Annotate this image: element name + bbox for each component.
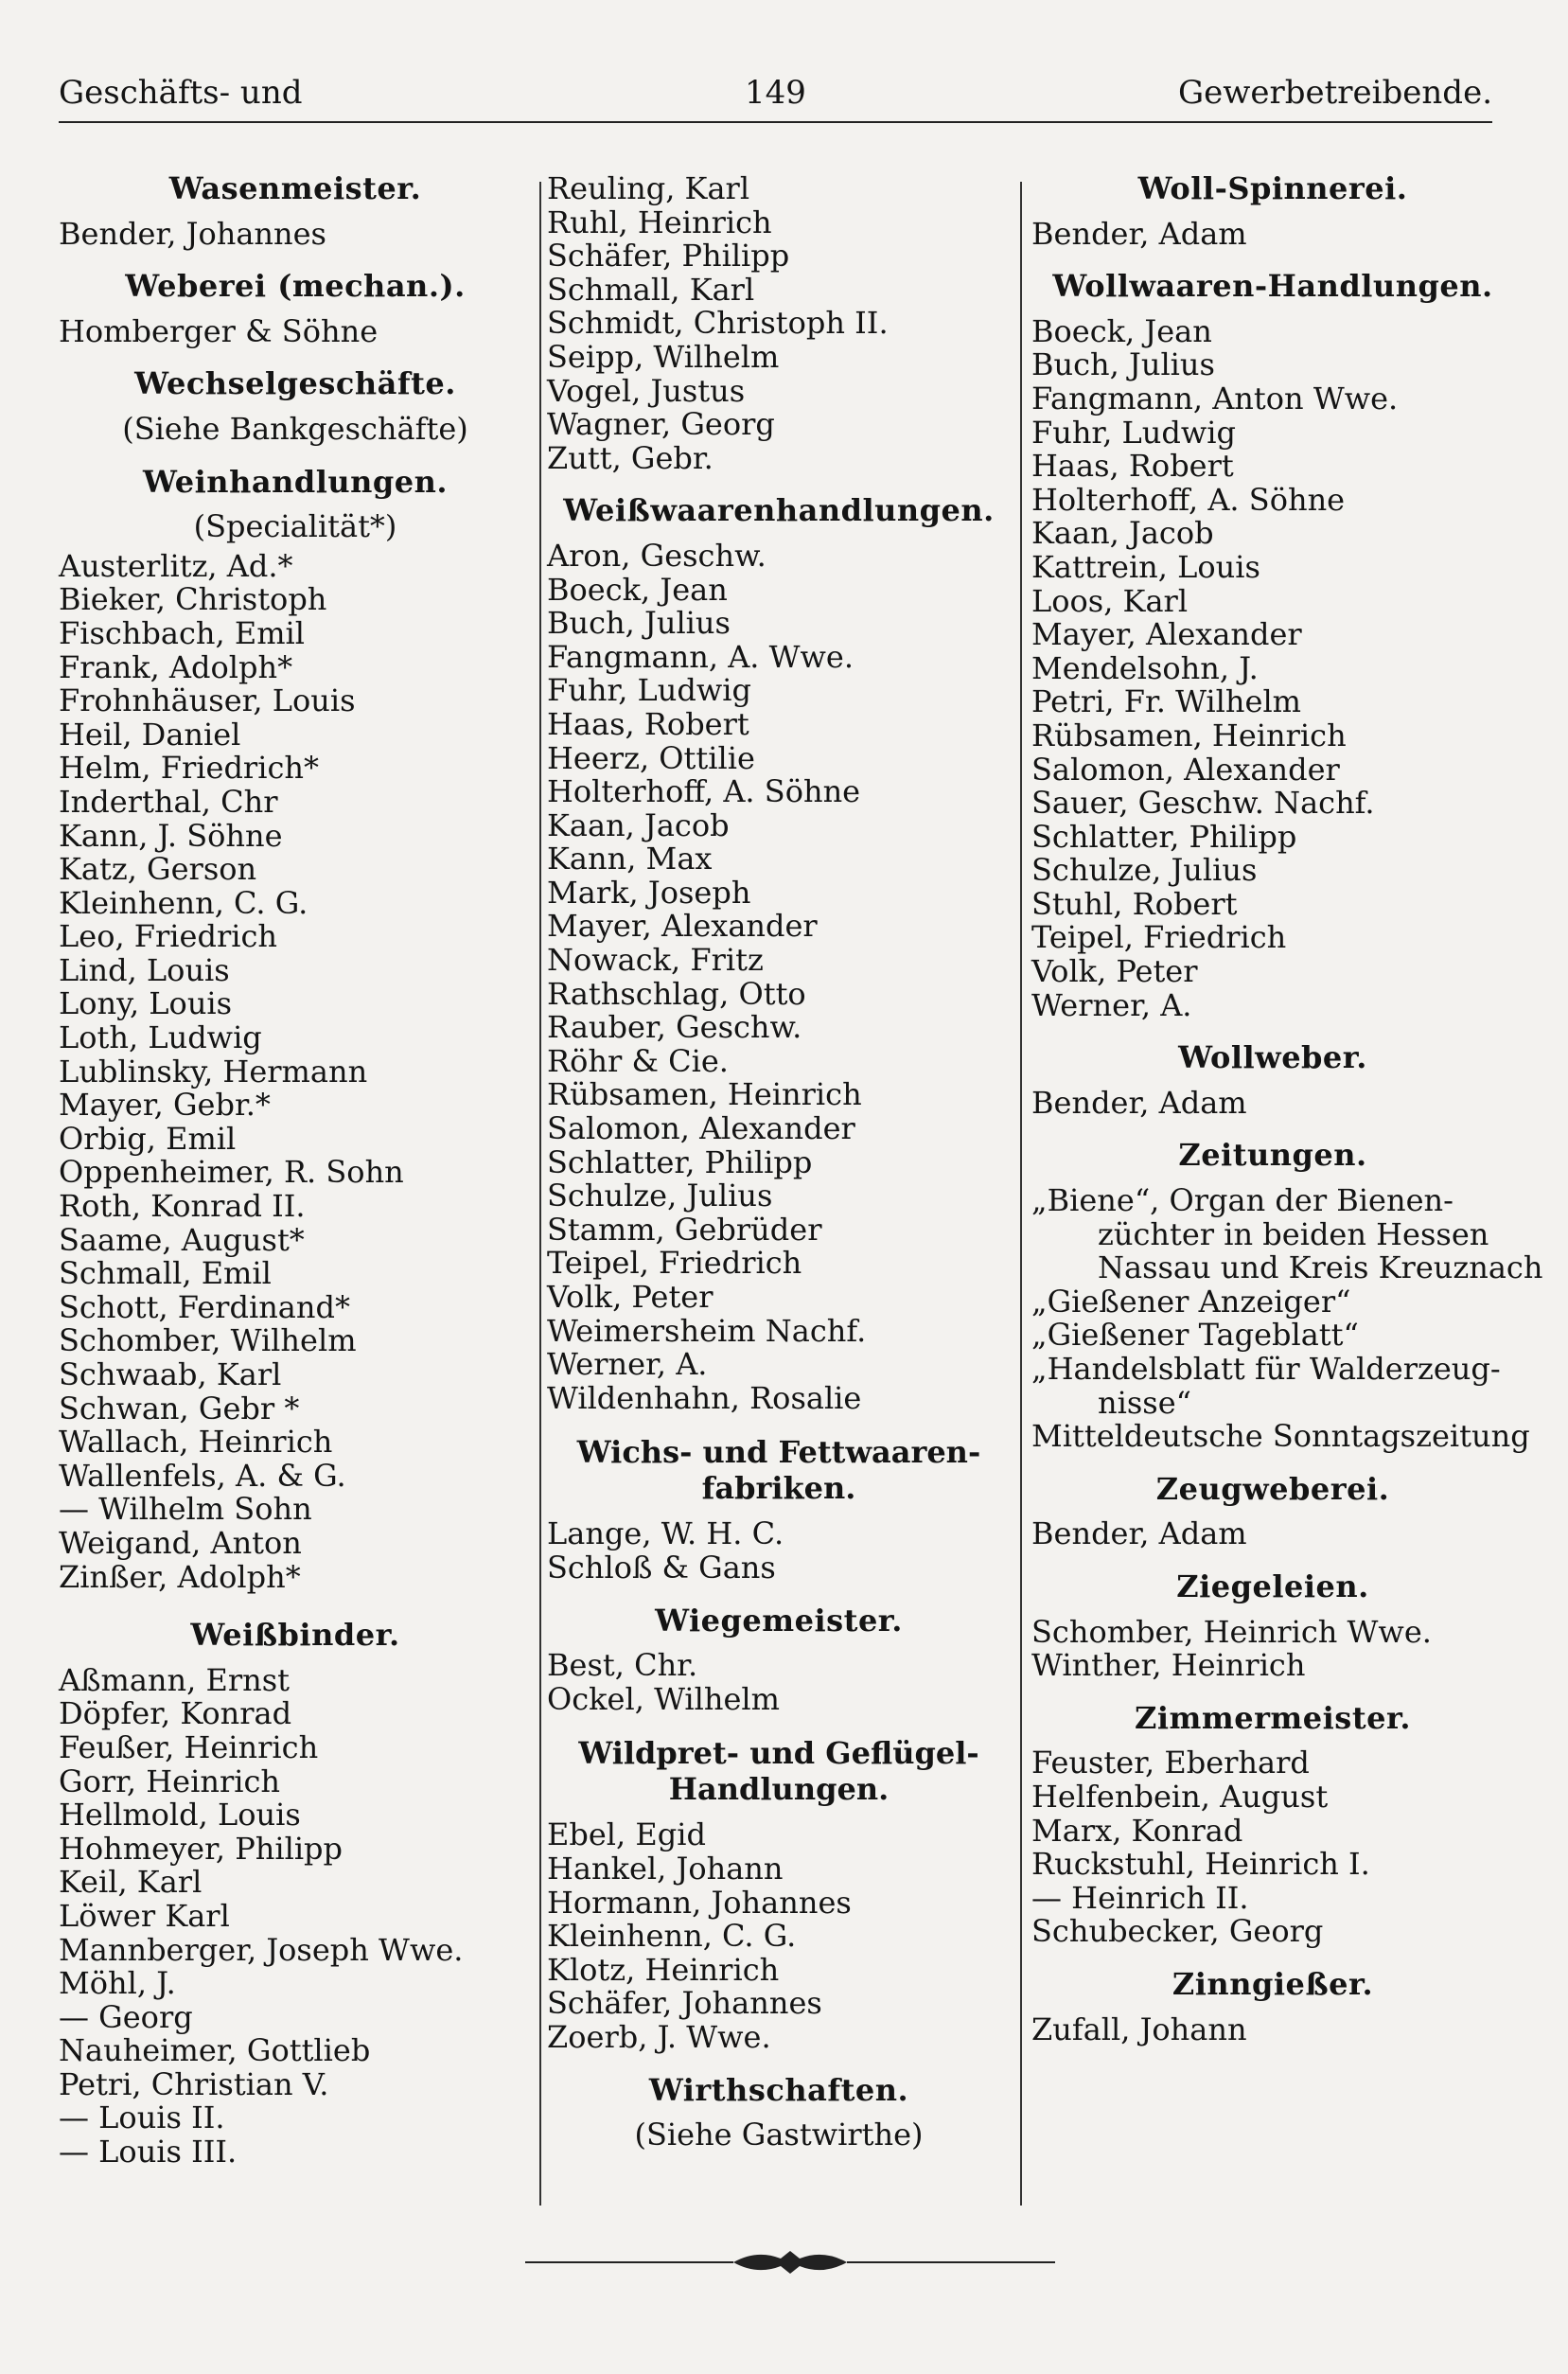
entry: Wallenfels, A. & G. bbox=[59, 1457, 346, 1494]
section-heading: Zinngießer. bbox=[1172, 1965, 1374, 2002]
entry: Buch, Julius bbox=[547, 605, 731, 642]
entry: Löwer Karl bbox=[59, 1897, 230, 1934]
page-header bbox=[59, 66, 1492, 123]
entry: Ebel, Egid bbox=[547, 1816, 706, 1853]
section-heading: Weißwaarenhandlungen. bbox=[563, 492, 995, 529]
entry: Loos, Karl bbox=[1031, 582, 1189, 619]
entry: Sauer, Geschw. Nachf. bbox=[1031, 785, 1375, 822]
entry-list bbox=[59, 1661, 532, 2170]
entry: Zoerb, J. Wwe. bbox=[547, 2018, 771, 2055]
entry-list bbox=[547, 172, 1011, 475]
entry: Schäfer, Johannes bbox=[547, 1985, 822, 2022]
entry: Rübsamen, Heinrich bbox=[1031, 717, 1347, 753]
entry: Ruckstuhl, Heinrich I. bbox=[1031, 1846, 1370, 1883]
entry: Kleinhenn, C. G. bbox=[547, 1918, 797, 1955]
entry: Teipel, Friedrich bbox=[547, 1245, 802, 1282]
entry: Röhr & Cie. bbox=[547, 1042, 729, 1079]
entry: Bender, Adam bbox=[1031, 215, 1247, 252]
cross-reference: (Siehe Bankgeschäfte) bbox=[122, 410, 468, 447]
entry: Oppenheimer, R. Sohn bbox=[59, 1154, 404, 1191]
entry: Ruhl, Heinrich bbox=[547, 204, 772, 240]
entry: Bender, Johannes bbox=[59, 215, 326, 252]
entry: Katz, Gerson bbox=[59, 851, 257, 888]
entry: Schubecker, Georg bbox=[1031, 1913, 1324, 1950]
entry-list bbox=[59, 312, 532, 349]
entry: Schlatter, Philipp bbox=[547, 1143, 813, 1180]
section-heading: Wirthschaften. bbox=[648, 2071, 909, 2108]
entry: Volk, Peter bbox=[1031, 953, 1198, 990]
newspaper-entry: „Handelsblatt für Walderzeug- bbox=[1031, 1351, 1501, 1387]
entry-list bbox=[1031, 1613, 1514, 1684]
entry: Salomon, Alexander bbox=[1031, 751, 1340, 788]
newspaper-entry: Mitteldeutsche Sonntagszeitung bbox=[1031, 1418, 1530, 1455]
newspaper-entry: „Gießener Anzeiger“ bbox=[1031, 1283, 1351, 1320]
entry: Bender, Adam bbox=[1031, 1515, 1247, 1552]
entry: Haas, Robert bbox=[547, 705, 749, 742]
newspaper-entry-cont: nisse“ bbox=[1098, 1384, 1191, 1421]
entry: Mendelsohn, J. bbox=[1031, 649, 1259, 686]
entry-list bbox=[1031, 215, 1514, 252]
entry: Zufall, Johann bbox=[1031, 2011, 1247, 2047]
column-1 bbox=[59, 172, 532, 2170]
entry: Wagner, Georg bbox=[547, 406, 775, 443]
entry: Austerlitz, Ad.* bbox=[59, 547, 293, 584]
entry: Zutt, Gebr. bbox=[547, 439, 714, 476]
entry: Schwaab, Karl bbox=[59, 1356, 282, 1392]
entry-list bbox=[1031, 1746, 1514, 1949]
entry: Klotz, Heinrich bbox=[547, 1951, 780, 1988]
entry: Saame, August* bbox=[59, 1221, 305, 1258]
entry: — Heinrich II. bbox=[1031, 1879, 1249, 1916]
entry: Zinßer, Adolph* bbox=[59, 1558, 301, 1595]
entry: Kann, J. Söhne bbox=[59, 817, 283, 854]
entry: Lind, Louis bbox=[59, 951, 230, 988]
entry: Döpfer, Konrad bbox=[59, 1695, 292, 1732]
entry: Helm, Friedrich* bbox=[59, 750, 319, 787]
entry-list bbox=[1031, 2013, 1514, 2047]
entry: Fuhr, Ludwig bbox=[1031, 414, 1236, 451]
section-heading: Wollwaaren-Handlungen. bbox=[1052, 268, 1493, 305]
entry: Kann, Max bbox=[547, 841, 713, 877]
entry: Lublinsky, Hermann bbox=[59, 1053, 368, 1090]
column-divider-2 bbox=[1020, 182, 1022, 2206]
entry: Volk, Peter bbox=[547, 1279, 714, 1315]
entry: Hormann, Johannes bbox=[547, 1884, 852, 1921]
entry: Hellmold, Louis bbox=[59, 1797, 301, 1834]
entry: Schulze, Julius bbox=[1031, 852, 1258, 889]
entry: Kleinhenn, C. G. bbox=[59, 884, 308, 921]
entry: Bieker, Christoph bbox=[59, 581, 327, 618]
entry: Kaan, Jacob bbox=[1031, 515, 1214, 552]
entry-list bbox=[1031, 1084, 1514, 1121]
entry: Weimersheim Nachf. bbox=[547, 1312, 867, 1349]
entry: Kattrein, Louis bbox=[1031, 548, 1260, 585]
entry: Werner, A. bbox=[547, 1346, 708, 1383]
section-heading: Zeitungen. bbox=[1178, 1137, 1367, 1174]
entry-list bbox=[1031, 1517, 1514, 1551]
entry: Schmall, Karl bbox=[547, 271, 755, 308]
entry: Petri, Christian V. bbox=[59, 2065, 329, 2102]
entry: Nauheimer, Gottlieb bbox=[59, 2032, 371, 2069]
entry: Salomon, Alexander bbox=[547, 1110, 855, 1147]
entry: Möhl, J. bbox=[59, 1965, 176, 2002]
entry: Haas, Robert bbox=[1031, 448, 1234, 485]
entry: Mark, Joseph bbox=[547, 874, 751, 911]
entry: Ockel, Wilhelm bbox=[547, 1680, 780, 1717]
section-heading: Weberei (mechan.). bbox=[125, 268, 466, 305]
entry: Seipp, Wilhelm bbox=[547, 338, 780, 375]
entry: Feuster, Eberhard bbox=[1031, 1745, 1310, 1781]
entry: Marx, Konrad bbox=[1031, 1812, 1243, 1849]
section-heading-line: Wildpret- und Geflügel- bbox=[578, 1735, 979, 1772]
section-heading-line: Wichs- und Fettwaaren- bbox=[576, 1434, 981, 1471]
entry: Petri, Fr. Wilhelm bbox=[1031, 683, 1302, 720]
section-heading: Wasenmeister. bbox=[168, 170, 422, 206]
entry: Stuhl, Robert bbox=[1031, 885, 1238, 922]
header-left: Geschäfts- und bbox=[59, 74, 303, 112]
entry: Boeck, Jean bbox=[547, 571, 728, 608]
entry: Fangmann, A. Wwe. bbox=[547, 638, 854, 675]
cross-reference: (Siehe Gastwirthe) bbox=[634, 2117, 924, 2153]
column-3 bbox=[1031, 170, 1543, 2047]
section-note: (Specialität*) bbox=[193, 508, 397, 545]
entry: Weigand, Anton bbox=[59, 1524, 302, 1561]
header-right: Gewerbetreibende. bbox=[1177, 74, 1492, 112]
newspaper-entry: „Gießener Tageblatt“ bbox=[1031, 1317, 1359, 1354]
entry: Frohnhäuser, Louis bbox=[59, 682, 356, 719]
column-divider-1 bbox=[539, 182, 541, 2206]
entry: Aßmann, Ernst bbox=[59, 1661, 291, 1698]
entry: Werner, A. bbox=[1031, 986, 1192, 1023]
entry: Keil, Karl bbox=[59, 1864, 203, 1901]
section-heading: Wiegemeister. bbox=[655, 1602, 903, 1639]
entry: Boeck, Jean bbox=[1031, 312, 1212, 349]
header-rule bbox=[59, 121, 1492, 123]
entry: Gorr, Heinrich bbox=[59, 1763, 280, 1799]
entry: Winther, Heinrich bbox=[1031, 1647, 1306, 1684]
entry: Mayer, Gebr.* bbox=[59, 1087, 271, 1124]
entry: Fuhr, Ludwig bbox=[547, 672, 751, 709]
entry: Holterhoff, A. Söhne bbox=[547, 773, 861, 810]
section-heading bbox=[547, 1735, 1011, 1807]
section-heading: Wechselgeschäfte. bbox=[134, 365, 456, 402]
entry: Homberger & Söhne bbox=[59, 312, 379, 349]
entry-list bbox=[547, 537, 1011, 1416]
section-heading: Weißbinder. bbox=[190, 1617, 400, 1654]
entry: Schulze, Julius bbox=[547, 1178, 773, 1214]
page-number: 149 bbox=[745, 74, 806, 112]
column-2 bbox=[547, 172, 1011, 2158]
entry: Bender, Adam bbox=[1031, 1084, 1247, 1121]
entry: Hohmeyer, Philipp bbox=[59, 1830, 344, 1867]
entry: Reuling, Karl bbox=[547, 170, 750, 206]
entry: Schwan, Gebr * bbox=[59, 1390, 300, 1426]
entry: Helfenbein, August bbox=[1031, 1778, 1329, 1815]
section-heading: Woll-Spinnerei. bbox=[1137, 170, 1408, 206]
entry: Stamm, Gebrüder bbox=[547, 1211, 822, 1248]
entry: Schmall, Emil bbox=[59, 1255, 272, 1292]
newspaper-entry-cont: züchter in beiden Hessen bbox=[1098, 1215, 1489, 1252]
entry: Rathschlag, Otto bbox=[547, 975, 806, 1012]
entry: Loth, Ludwig bbox=[59, 1019, 262, 1056]
entry: Heerz, Ottilie bbox=[547, 739, 755, 776]
entry: Schloß & Gans bbox=[547, 1549, 776, 1586]
entry: Schmidt, Christoph II. bbox=[547, 305, 889, 342]
entry: Mayer, Alexander bbox=[547, 908, 818, 945]
entry: Nowack, Fritz bbox=[547, 942, 764, 979]
entry: Heil, Daniel bbox=[59, 716, 241, 753]
entry: Roth, Konrad II. bbox=[59, 1188, 306, 1225]
entry: Schott, Ferdinand* bbox=[59, 1288, 350, 1325]
entry: Wildenhahn, Rosalie bbox=[547, 1379, 862, 1416]
entry: Best, Chr. bbox=[547, 1647, 698, 1684]
newspaper-entry: „Biene“, Organ der Bienen- bbox=[1031, 1182, 1453, 1219]
section-heading: Weinhandlungen. bbox=[142, 463, 449, 500]
entry: Mayer, Alexander bbox=[1031, 616, 1302, 653]
entry: Orbig, Emil bbox=[59, 1120, 237, 1157]
entry: — Georg bbox=[59, 1998, 193, 2035]
entry: Lony, Louis bbox=[59, 985, 233, 1022]
entry: Inderthal, Chr bbox=[59, 783, 278, 820]
entry-list bbox=[547, 1649, 1011, 1716]
entry: Teipel, Friedrich bbox=[1031, 919, 1287, 956]
entry: Lange, W. H. C. bbox=[547, 1515, 784, 1552]
section-heading: Zeugweberei. bbox=[1155, 1470, 1390, 1507]
entry-list bbox=[59, 547, 532, 1595]
entry-list bbox=[547, 1818, 1011, 2054]
entry: Rauber, Geschw. bbox=[547, 1009, 802, 1046]
section-heading-line: Handlungen. bbox=[668, 1771, 890, 1808]
entry: Aron, Geschw. bbox=[547, 537, 766, 574]
entry-list bbox=[547, 1517, 1011, 1585]
entry: Schomber, Wilhelm bbox=[59, 1322, 357, 1359]
entry: Buch, Julius bbox=[1031, 346, 1215, 383]
entry: Kaan, Jacob bbox=[547, 806, 730, 843]
entry: Schlatter, Philipp bbox=[1031, 818, 1297, 855]
entry-list bbox=[1031, 312, 1514, 1023]
newspaper-entry-cont: Nassau und Kreis Kreuznach bbox=[1098, 1249, 1543, 1286]
entry: Schomber, Heinrich Wwe. bbox=[1031, 1613, 1432, 1650]
entry: — Wilhelm Sohn bbox=[59, 1491, 312, 1528]
entry: Holterhoff, A. Söhne bbox=[1031, 481, 1346, 518]
section-heading: Wollweber. bbox=[1178, 1039, 1367, 1076]
entry: Schäfer, Philipp bbox=[547, 238, 790, 275]
entry: Vogel, Justus bbox=[547, 372, 746, 409]
entry: Frank, Adolph* bbox=[59, 648, 293, 685]
ornamental-rule bbox=[525, 2243, 1055, 2281]
section-heading bbox=[547, 1434, 1011, 1506]
entry: — Louis II. bbox=[59, 2099, 225, 2136]
section-heading: Ziegeleien. bbox=[1176, 1568, 1369, 1604]
entry-list bbox=[59, 215, 532, 252]
section-heading: Zimmermeister. bbox=[1134, 1699, 1412, 1736]
entry: Leo, Friedrich bbox=[59, 918, 278, 955]
entry: Mannberger, Joseph Wwe. bbox=[59, 1931, 464, 1968]
section-heading-line: fabriken. bbox=[701, 1470, 856, 1507]
entry: Feußer, Heinrich bbox=[59, 1728, 319, 1765]
entry: Hankel, Johann bbox=[547, 1850, 784, 1887]
entry: Fangmann, Anton Wwe. bbox=[1031, 380, 1399, 416]
entry: Wallach, Heinrich bbox=[59, 1424, 333, 1461]
entry: Fischbach, Emil bbox=[59, 614, 305, 651]
entry: Rübsamen, Heinrich bbox=[547, 1076, 862, 1113]
entry: — Louis III. bbox=[59, 2134, 238, 2170]
